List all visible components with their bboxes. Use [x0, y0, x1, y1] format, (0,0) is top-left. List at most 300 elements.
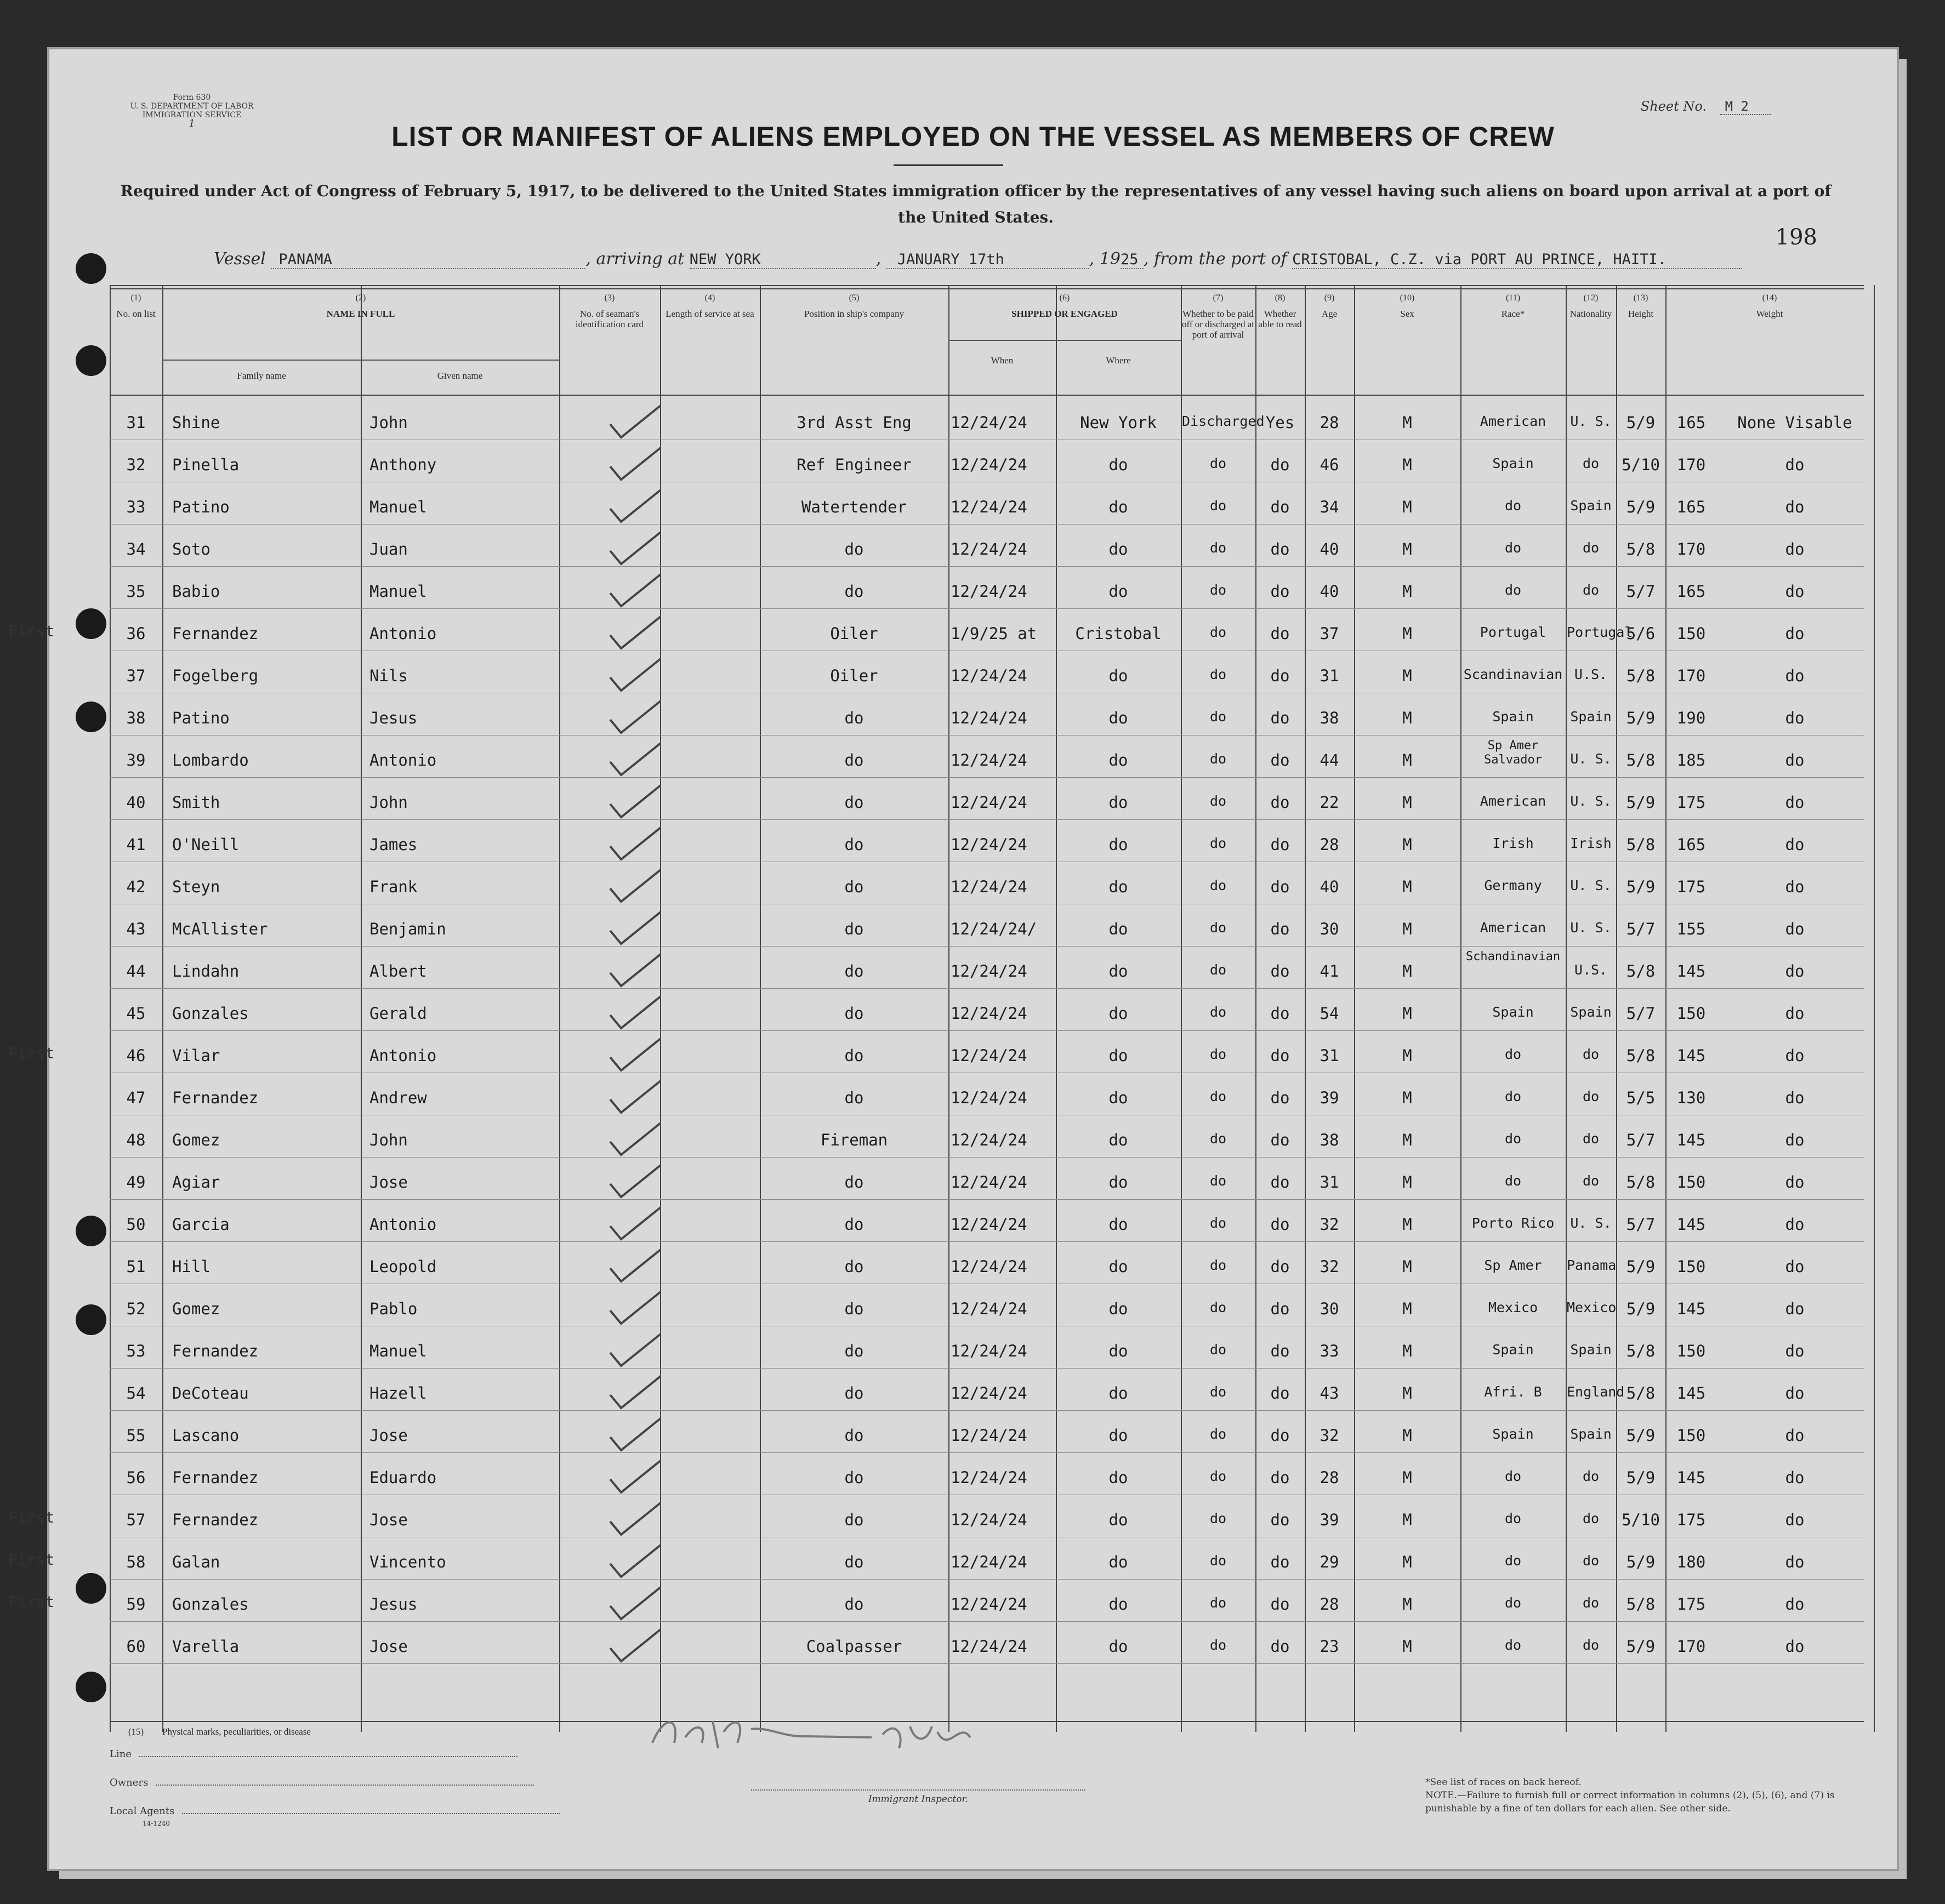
cell-no: 32	[126, 455, 146, 474]
table-row	[110, 693, 1864, 735]
cell-where: do	[1108, 835, 1128, 854]
cell-marks: None Visable	[1737, 413, 1852, 432]
cell-read: do	[1270, 920, 1290, 938]
check-mark-icon	[606, 1035, 666, 1074]
cell-height: 5/5	[1626, 1088, 1656, 1107]
cell-age: 34	[1320, 498, 1339, 516]
cell-no: 48	[126, 1131, 146, 1149]
cell-where: do	[1108, 1637, 1128, 1656]
margin-note: First	[8, 622, 55, 640]
cell-marks: do	[1785, 498, 1805, 516]
cell-marks: do	[1785, 540, 1805, 558]
cell-when: 12/24/24	[951, 455, 1027, 474]
cell-marks: do	[1785, 751, 1805, 769]
cell-marks: do	[1785, 1046, 1805, 1065]
cell-read: do	[1270, 1299, 1290, 1318]
cell-paid: do	[1209, 582, 1227, 598]
cell-height: 5/8	[1626, 666, 1656, 685]
cell-paid: do	[1209, 1173, 1227, 1189]
cell-no: 56	[126, 1468, 146, 1487]
table-row	[110, 1242, 1864, 1284]
cell-height: 5/9	[1626, 877, 1656, 896]
check-mark-icon	[606, 1078, 666, 1116]
col-header-3: (3) No. of seaman's identification card	[575, 293, 644, 329]
cell-age: 30	[1320, 920, 1339, 938]
punch-hole	[76, 345, 106, 376]
cell-sex: M	[1402, 582, 1412, 601]
check-mark-icon	[606, 1626, 666, 1664]
cell-where: do	[1108, 1215, 1128, 1234]
cell-age: 32	[1320, 1426, 1339, 1445]
cell-read: do	[1270, 1131, 1290, 1149]
cell-when: 12/24/24	[951, 1637, 1027, 1656]
cell-weight: 165	[1676, 835, 1706, 854]
cell-read: do	[1270, 751, 1290, 769]
cell-marks: do	[1785, 1004, 1805, 1023]
cell-paid: do	[1209, 1553, 1227, 1569]
col-header-4: (4) Length of service at sea	[666, 293, 754, 319]
cell-given: Benjamin	[369, 920, 446, 938]
cell-read: do	[1270, 1384, 1290, 1403]
arrival-date: JANUARY 17th	[886, 251, 1089, 269]
cell-family: Shine	[172, 413, 220, 432]
cell-race: do	[1504, 1468, 1522, 1484]
cell-weight: 165	[1676, 498, 1706, 516]
cell-sex: M	[1402, 1637, 1412, 1656]
cell-paid: do	[1209, 1510, 1227, 1526]
cell-read: do	[1270, 962, 1290, 980]
cell-given: Jose	[369, 1173, 408, 1192]
cell-when: 12/24/24	[951, 709, 1027, 727]
cell-family: Smith	[172, 793, 220, 812]
cell-marks: do	[1785, 709, 1805, 727]
cell-height: 5/7	[1626, 1004, 1656, 1023]
col-header-15-label: Physical marks, peculiarities, or disease	[162, 1726, 311, 1737]
cell-marks: do	[1785, 1342, 1805, 1360]
table-row	[110, 440, 1864, 482]
cell-position: do	[844, 1342, 864, 1360]
cell-no: 49	[126, 1173, 146, 1192]
cell-position: do	[844, 1468, 864, 1487]
cell-given: Anthony	[369, 455, 437, 474]
cell-no: 53	[126, 1342, 146, 1360]
cell-race: American	[1480, 920, 1546, 936]
cell-paid: do	[1209, 1215, 1227, 1231]
cell-where: do	[1108, 1004, 1128, 1023]
cell-height: 5/6	[1626, 624, 1656, 643]
cell-age: 28	[1320, 1595, 1339, 1614]
col-header-11: (11) Race*	[1501, 293, 1525, 319]
cell-where: do	[1108, 1468, 1128, 1487]
cell-age: 28	[1320, 835, 1339, 854]
cell-weight: 150	[1676, 1342, 1706, 1360]
year-prefix: 19	[1099, 249, 1121, 269]
cell-sex: M	[1402, 413, 1412, 432]
cell-read: do	[1270, 1510, 1290, 1529]
cell-sex: M	[1402, 1131, 1412, 1149]
cell-given: Manuel	[369, 498, 427, 516]
cell-marks: do	[1785, 1510, 1805, 1529]
cell-position: do	[844, 709, 864, 727]
cell-age: 54	[1320, 1004, 1339, 1023]
cell-paid: do	[1209, 962, 1227, 978]
cell-age: 31	[1320, 666, 1339, 685]
cell-height: 5/8	[1626, 1173, 1656, 1192]
cell-weight: 155	[1676, 920, 1706, 938]
cell-nationality: do	[1582, 1553, 1600, 1569]
cell-position: do	[844, 920, 864, 938]
cell-weight: 150	[1676, 1257, 1706, 1276]
cell-read: do	[1270, 1595, 1290, 1614]
cell-given: Hazell	[369, 1384, 427, 1403]
cell-where: do	[1108, 455, 1128, 474]
cell-position: Fireman	[820, 1131, 888, 1149]
cell-where: do	[1108, 1595, 1128, 1614]
col-header-when: When	[991, 355, 1014, 366]
cell-marks: do	[1785, 1299, 1805, 1318]
cell-position: do	[844, 1426, 864, 1445]
cell-age: 43	[1320, 1384, 1339, 1403]
cell-height: 5/8	[1626, 1595, 1656, 1614]
cell-nationality: do	[1582, 1637, 1600, 1653]
cell-nationality: Spain	[1570, 709, 1612, 725]
department-name: U. S. DEPARTMENT OF LABOR	[130, 102, 254, 111]
cell-nationality: U. S.	[1570, 413, 1612, 429]
cell-no: 51	[126, 1257, 146, 1276]
footer-left	[110, 1748, 560, 1834]
col-header-family: Family name	[237, 370, 286, 381]
cell-family: Varella	[172, 1637, 240, 1656]
cell-race: Spain	[1492, 709, 1534, 725]
cell-paid: do	[1209, 1299, 1227, 1315]
cell-given: John	[369, 793, 408, 812]
cell-given: Jose	[369, 1426, 408, 1445]
cell-height: 5/8	[1626, 1046, 1656, 1065]
cell-race: Schandinavian	[1465, 950, 1561, 964]
cell-where: do	[1108, 751, 1128, 769]
cell-family: McAllister	[172, 920, 268, 938]
cell-height: 5/7	[1626, 582, 1656, 601]
cell-where: do	[1108, 1553, 1128, 1571]
cell-weight: 165	[1676, 582, 1706, 601]
table-row	[8, 1031, 1864, 1073]
check-mark-icon	[606, 1289, 666, 1327]
cell-family: Agiar	[172, 1173, 220, 1192]
cell-paid: do	[1209, 1595, 1227, 1611]
cell-nationality: do	[1582, 1595, 1600, 1611]
cell-nationality: do	[1582, 540, 1600, 556]
cell-marks: do	[1785, 1257, 1805, 1276]
cell-paid: do	[1209, 877, 1227, 893]
cell-when: 12/24/24	[951, 582, 1027, 601]
cell-family: Patino	[172, 498, 230, 516]
cell-race: do	[1504, 1131, 1522, 1147]
cell-read: do	[1270, 498, 1290, 516]
sheet-number-value: M 2	[1720, 99, 1771, 115]
cell-age: 29	[1320, 1553, 1339, 1571]
cell-race: Spain	[1492, 1342, 1534, 1358]
line-label: Line	[110, 1748, 132, 1760]
cell-when: 12/24/24	[951, 1426, 1027, 1445]
cell-weight: 145	[1676, 1046, 1706, 1065]
cell-when: 12/24/24	[951, 1088, 1027, 1107]
cell-race: do	[1504, 1088, 1522, 1104]
cell-when: 12/24/24	[951, 1173, 1027, 1192]
cell-no: 54	[126, 1384, 146, 1403]
table-row	[8, 1495, 1864, 1537]
cell-family: Gomez	[172, 1299, 220, 1318]
arriving-label: , arriving at	[585, 249, 685, 269]
punch-hole	[76, 1573, 106, 1604]
cell-nationality: Portugal	[1567, 624, 1633, 640]
cell-marks: do	[1785, 877, 1805, 896]
cell-where: do	[1108, 920, 1128, 938]
cell-family: Galan	[172, 1553, 220, 1571]
table-row	[110, 1326, 1864, 1368]
cell-sex: M	[1402, 920, 1412, 938]
cell-paid: do	[1209, 835, 1227, 851]
cell-no: 39	[126, 751, 146, 769]
cell-family: DeCoteau	[172, 1384, 249, 1403]
cell-weight: 185	[1676, 751, 1706, 769]
cell-nationality: Panama	[1567, 1257, 1617, 1273]
cell-race: American	[1480, 413, 1546, 429]
cell-age: 40	[1320, 540, 1339, 558]
cell-family: Gonzales	[172, 1004, 249, 1023]
cell-sex: M	[1402, 1046, 1412, 1065]
cell-height: 5/10	[1622, 1510, 1660, 1529]
check-mark-icon	[606, 909, 666, 947]
owners-label: Owners	[110, 1777, 149, 1788]
cell-sex: M	[1402, 455, 1412, 474]
cell-where: do	[1108, 1257, 1128, 1276]
table-row	[110, 1158, 1864, 1199]
cell-marks: do	[1785, 624, 1805, 643]
cell-position: do	[844, 540, 864, 558]
cell-height: 5/8	[1626, 1384, 1656, 1403]
cell-age: 39	[1320, 1510, 1339, 1529]
cell-weight: 150	[1676, 1004, 1706, 1023]
cell-height: 5/9	[1626, 1299, 1656, 1318]
arriving-port: NEW YORK	[690, 251, 876, 269]
cell-family: Fernandez	[172, 624, 259, 643]
vessel-name: PANAMA	[271, 251, 585, 269]
cell-where: do	[1108, 540, 1128, 558]
cell-paid: do	[1209, 793, 1227, 809]
cell-weight: 175	[1676, 1510, 1706, 1529]
cell-family: Lombardo	[172, 751, 249, 769]
table-row	[110, 1284, 1864, 1326]
cell-when: 12/24/24	[951, 498, 1027, 516]
cell-read: do	[1270, 455, 1290, 474]
cell-race: Germany	[1484, 877, 1542, 893]
cell-position: do	[844, 1510, 864, 1529]
col-header-6: (6) SHIPPED OR ENGAGED	[1011, 293, 1118, 319]
col-header-5: (5) Position in ship's company	[804, 293, 905, 319]
table-row	[110, 947, 1864, 988]
cell-nationality: Spain	[1570, 1426, 1612, 1442]
cell-position: do	[844, 835, 864, 854]
header-bottom-rule	[110, 395, 1864, 396]
cell-weight: 145	[1676, 1131, 1706, 1149]
cell-position: 3rd Asst Eng	[797, 413, 912, 432]
cell-sex: M	[1402, 1553, 1412, 1571]
col-header-given: Given name	[437, 370, 483, 381]
cell-weight: 150	[1676, 624, 1706, 643]
cell-family: Babio	[172, 582, 220, 601]
table-row	[110, 482, 1864, 524]
cell-position: Oiler	[830, 624, 878, 643]
punch-hole	[76, 253, 106, 284]
table-row	[110, 778, 1864, 819]
cell-marks: do	[1785, 455, 1805, 474]
cell-read: do	[1270, 1257, 1290, 1276]
cell-height: 5/9	[1626, 413, 1656, 432]
cell-when: 12/24/24	[951, 1257, 1027, 1276]
cell-marks: do	[1785, 793, 1805, 812]
cell-no: 59	[126, 1595, 146, 1614]
cell-given: Antonio	[369, 1215, 437, 1234]
cell-when: 12/24/24	[951, 1510, 1027, 1529]
cell-sex: M	[1402, 1173, 1412, 1192]
inspector-label: Immigrant Inspector.	[751, 1789, 1085, 1805]
cell-family: Steyn	[172, 877, 220, 896]
cell-age: 31	[1320, 1173, 1339, 1192]
margin-note: First	[8, 1550, 55, 1569]
cell-nationality: U.S.	[1574, 666, 1608, 682]
cell-where: do	[1108, 1426, 1128, 1445]
check-mark-icon	[606, 402, 666, 441]
form-code: 14-1240	[143, 1820, 170, 1827]
cell-sex: M	[1402, 1426, 1412, 1445]
cell-family: Fernandez	[172, 1088, 259, 1107]
cell-position: Coalpasser	[806, 1637, 902, 1656]
vessel-line: Vessel PANAMA , arriving at NEW YORK , JANUARY 17th , 1925 , from the port of CRISTOBAL, C.Z. via PORT AU PRINCE, HAITI.	[214, 249, 1742, 269]
cell-marks: do	[1785, 962, 1805, 980]
cell-sex: M	[1402, 1088, 1412, 1107]
cell-sex: M	[1402, 1510, 1412, 1529]
cell-given: Nils	[369, 666, 408, 685]
cell-marks: do	[1785, 1215, 1805, 1234]
service-name: IMMIGRATION SERVICE	[142, 111, 242, 119]
cell-race: do	[1504, 1637, 1522, 1653]
cell-race: do	[1504, 1046, 1522, 1062]
table-row	[110, 567, 1864, 608]
cell-weight: 150	[1676, 1173, 1706, 1192]
form-mark: 1	[189, 118, 195, 129]
cell-age: 38	[1320, 709, 1339, 727]
cell-paid: do	[1209, 751, 1227, 767]
cell-paid: do	[1209, 1088, 1227, 1104]
table-top-rule	[110, 285, 1864, 286]
cell-weight: 170	[1676, 666, 1706, 685]
cell-where: do	[1108, 1131, 1128, 1149]
cell-paid: do	[1209, 455, 1227, 471]
cell-read: do	[1270, 1088, 1290, 1107]
cell-paid: do	[1209, 920, 1227, 936]
col-header-14: (14) Weight	[1756, 293, 1783, 319]
cell-age: 30	[1320, 1299, 1339, 1318]
cell-no: 50	[126, 1215, 146, 1234]
check-mark-icon	[606, 1373, 666, 1411]
table-row	[110, 1115, 1864, 1157]
table-row	[110, 1453, 1864, 1495]
cell-when: 1/9/25 at	[951, 624, 1037, 643]
cell-read: do	[1270, 1173, 1290, 1192]
sheet-number-label: Sheet No.	[1640, 99, 1707, 114]
cell-paid: do	[1209, 1468, 1227, 1484]
cell-family: Garcia	[172, 1215, 230, 1234]
check-mark-icon	[606, 1457, 666, 1496]
check-mark-icon	[606, 951, 666, 989]
cell-age: 37	[1320, 624, 1339, 643]
inspector-signature	[641, 1705, 1025, 1759]
check-mark-icon	[606, 1542, 666, 1580]
cell-paid: do	[1209, 540, 1227, 556]
cell-where: do	[1108, 709, 1128, 727]
cell-sex: M	[1402, 751, 1412, 769]
cell-height: 5/8	[1626, 751, 1656, 769]
cell-weight: 145	[1676, 962, 1706, 980]
cell-position: do	[844, 1088, 864, 1107]
cell-given: James	[369, 835, 418, 854]
cell-family: Hill	[172, 1257, 211, 1276]
cell-nationality: do	[1582, 1173, 1600, 1189]
cell-read: do	[1270, 1215, 1290, 1234]
cell-read: do	[1270, 793, 1290, 812]
cell-sex: M	[1402, 624, 1412, 643]
cell-given: Jose	[369, 1637, 408, 1656]
cell-marks: do	[1785, 1426, 1805, 1445]
cell-where: do	[1108, 962, 1128, 980]
cell-no: 60	[126, 1637, 146, 1656]
cell-nationality: do	[1582, 1468, 1600, 1484]
check-mark-icon	[606, 444, 666, 483]
cell-where: do	[1108, 1299, 1128, 1318]
check-mark-icon	[606, 1331, 666, 1369]
cell-sex: M	[1402, 1342, 1412, 1360]
col-header-12: (12) Nationality	[1569, 293, 1612, 319]
cell-marks: do	[1785, 1468, 1805, 1487]
cell-position: do	[844, 1299, 864, 1318]
page-title: LIST OR MANIFEST OF ALIENS EMPLOYED ON THE VESSEL AS MEMBERS OF CREW	[391, 121, 1555, 152]
cell-family: Lascano	[172, 1426, 240, 1445]
cell-weight: 145	[1676, 1384, 1706, 1403]
cell-race: Porto Rico	[1471, 1215, 1555, 1231]
cell-race: Spain	[1492, 455, 1534, 471]
check-mark-icon	[606, 487, 666, 525]
cell-nationality: U. S.	[1570, 1215, 1612, 1231]
table-row	[110, 1073, 1864, 1115]
table-row	[110, 1411, 1864, 1452]
cell-position: do	[844, 1173, 864, 1192]
cell-weight: 130	[1676, 1088, 1706, 1107]
cell-sex: M	[1402, 540, 1412, 558]
check-mark-icon	[606, 1500, 666, 1538]
cell-when: 12/24/24/	[951, 920, 1037, 938]
cell-nationality: do	[1582, 582, 1600, 598]
cell-where: do	[1108, 1384, 1128, 1403]
agents-label: Local Agents	[110, 1805, 175, 1817]
cell-when: 12/24/24	[951, 1342, 1027, 1360]
cell-where: do	[1108, 1088, 1128, 1107]
cell-when: 12/24/24	[951, 835, 1027, 854]
cell-height: 5/9	[1626, 793, 1656, 812]
cell-height: 5/8	[1626, 962, 1656, 980]
cell-given: Vincento	[369, 1553, 446, 1571]
cell-where: do	[1108, 1173, 1128, 1192]
cell-age: 46	[1320, 455, 1339, 474]
